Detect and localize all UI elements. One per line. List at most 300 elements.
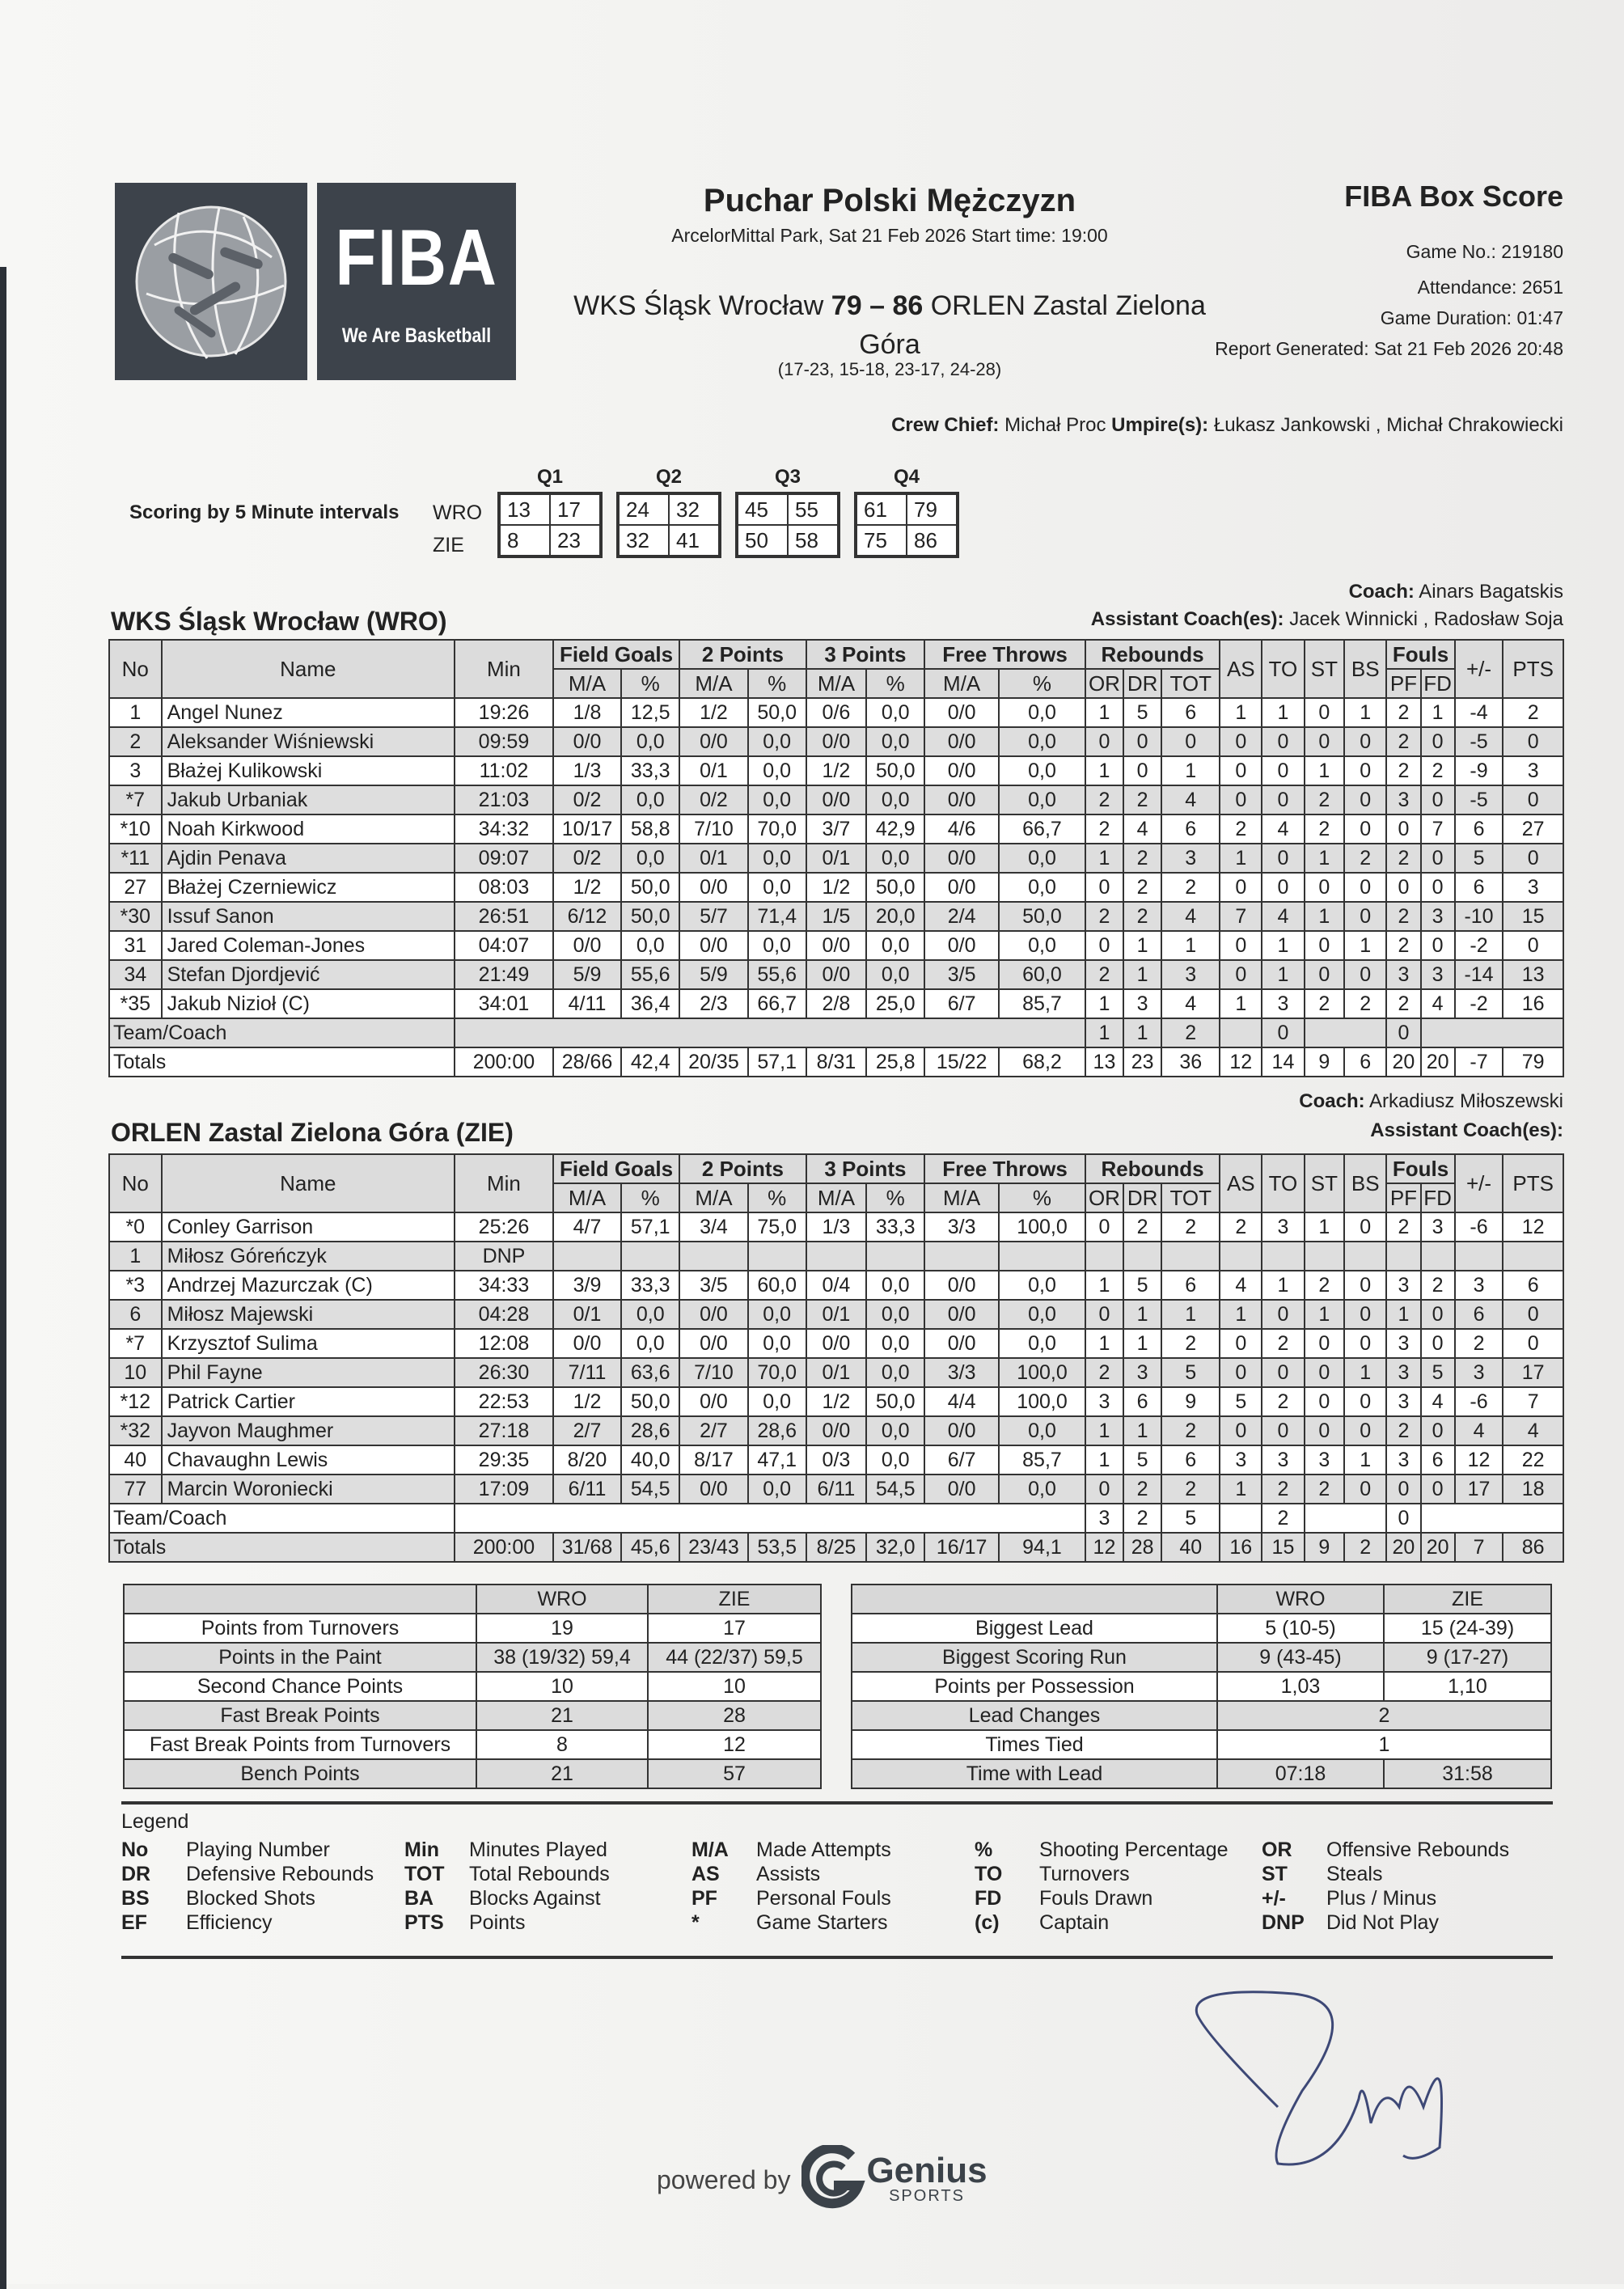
legend-abbr: EF: [121, 1911, 147, 1934]
stat-cell: 4: [1262, 814, 1304, 844]
summary-row: [124, 1643, 821, 1672]
col-header-ma: M/A: [553, 669, 621, 698]
team-coach-label: Team/Coach: [109, 1018, 455, 1047]
player-minutes: 21:49: [455, 960, 553, 989]
stat-cell: 1/5: [806, 902, 867, 931]
col-header-reb: Rebounds: [1085, 1154, 1220, 1183]
stat-cell: 12: [1455, 1445, 1503, 1475]
stat-cell: 50,0: [866, 873, 924, 902]
stat-cell: 0: [1344, 1475, 1386, 1504]
legend-entry: [975, 1862, 1229, 1886]
col-header-tot: TOT: [1161, 669, 1220, 698]
stat-cell: 1/2: [553, 873, 621, 902]
col-header-p2: 2 Points: [679, 1154, 806, 1183]
stat-cell: 5/7: [679, 902, 747, 931]
col-header-min: Min: [455, 1154, 553, 1212]
interval-quarter-q3: [735, 466, 840, 558]
legend-abbr: +/-: [1262, 1887, 1286, 1910]
stat-cell: 0,0: [748, 1475, 806, 1504]
summary-row: [124, 1614, 821, 1643]
crew-chief-label: Crew Chief:: [891, 414, 1000, 436]
divider-bottom: [121, 1956, 1553, 1959]
legend-desc: Defensive Rebounds: [186, 1863, 374, 1885]
fiba-wordmark: FIBA: [335, 213, 498, 302]
stat-cell: 8/20: [553, 1445, 621, 1475]
stat-cell: 0,0: [999, 1416, 1085, 1445]
stat-cell: 0: [1085, 931, 1123, 960]
player-minutes: 08:03: [455, 873, 553, 902]
team2-box-score-table: [108, 1153, 1564, 1563]
totals-cell: 8/31: [806, 1047, 867, 1077]
stat-cell: 50,0: [621, 1387, 679, 1416]
stat-cell: 4/4: [924, 1387, 999, 1416]
stat-cell: 50,0: [621, 902, 679, 931]
stat-cell: 3: [1386, 785, 1420, 814]
totals-cell: 14: [1262, 1047, 1304, 1077]
stat-cell: 3: [1161, 844, 1220, 873]
team-pf: 0: [1386, 1504, 1420, 1533]
stat-cell: 2: [1123, 785, 1161, 814]
team-coach-empty: [455, 1018, 1085, 1047]
totals-cell: -7: [1455, 1047, 1503, 1077]
genius-sports-logo-icon: [801, 2145, 866, 2215]
legend-entry: [691, 1886, 891, 1910]
stat-cell: 0/3: [806, 1445, 867, 1475]
stat-cell: 1: [1085, 1329, 1123, 1358]
crew-chief: Michał Proc: [1004, 414, 1106, 436]
totals-cell: 16/17: [924, 1533, 999, 1562]
stat-cell: 1: [1344, 1445, 1386, 1475]
legend-desc: Points: [469, 1911, 526, 1934]
legend-desc: Steals: [1326, 1863, 1383, 1885]
stat-cell: 2: [1220, 814, 1262, 844]
stat-cell: 0,0: [999, 1329, 1085, 1358]
stat-cell: -10: [1455, 902, 1503, 931]
stat-cell: 0: [1503, 931, 1563, 960]
stat-cell: 6/11: [806, 1475, 867, 1504]
stat-cell: 1: [1262, 960, 1304, 989]
interval-team-zie: ZIE: [433, 534, 464, 556]
legend-entry: [121, 1838, 374, 1862]
col-header-pct: %: [748, 669, 806, 698]
team-st-bs: [1305, 1504, 1387, 1533]
stat-cell: 0/0: [553, 727, 621, 756]
col-header-fouls: Fouls: [1386, 1154, 1454, 1183]
stat-cell: 7: [1503, 1387, 1563, 1416]
col-header-pm: +/-: [1455, 640, 1503, 698]
stat-cell-empty: [553, 1242, 621, 1271]
summary-value: 8: [476, 1730, 648, 1759]
col-header-pct: %: [621, 1183, 679, 1212]
stat-cell: 0: [1123, 756, 1161, 785]
team-coach-empty: [455, 1504, 1085, 1533]
stat-cell: 6: [1123, 1387, 1161, 1416]
stat-cell: 1: [1344, 698, 1386, 727]
legend-entry: [121, 1910, 374, 1935]
stat-cell: 0: [1503, 1300, 1563, 1329]
col-header-ma: M/A: [924, 669, 999, 698]
stat-cell: 2/7: [553, 1416, 621, 1445]
stat-cell: 2: [1386, 989, 1420, 1018]
stat-cell: 2: [1123, 1475, 1161, 1504]
player-row: [109, 1416, 1563, 1445]
stat-cell: 54,5: [621, 1475, 679, 1504]
team2-title: ORLEN Zastal Zielona Góra (ZIE): [111, 1118, 514, 1147]
interval-score-zie: 41: [669, 525, 719, 556]
player-minutes: 34:32: [455, 814, 553, 844]
photo-edge: [0, 267, 6, 2289]
stat-cell: 0: [1305, 931, 1345, 960]
stat-cell: 5: [1421, 1358, 1455, 1387]
stat-cell: 1: [1305, 756, 1345, 785]
stat-cell: 1: [1262, 931, 1304, 960]
col-header-pct: %: [999, 1183, 1085, 1212]
summary-value: 17: [648, 1614, 821, 1643]
team1-assistant-coaches: [1091, 608, 1563, 631]
stat-cell: 22: [1503, 1445, 1563, 1475]
stat-cell-empty: [1305, 1242, 1345, 1271]
col-header-ma: M/A: [553, 1183, 621, 1212]
stat-cell: 0: [1220, 960, 1262, 989]
stat-cell: 2: [1085, 785, 1123, 814]
player-row: [109, 1445, 1563, 1475]
player-name: Miłosz Majewski: [162, 1300, 455, 1329]
summary-value: 31:58: [1384, 1759, 1551, 1788]
interval-score-grid: [735, 492, 840, 558]
stat-cell-empty: [621, 1242, 679, 1271]
stat-cell: 3: [1085, 1387, 1123, 1416]
totals-cell: 200:00: [455, 1047, 553, 1077]
stat-cell: 0: [1386, 873, 1420, 902]
competition-title: Puchar Polski Mężczyzn: [703, 183, 1076, 218]
stat-cell-empty: [1455, 1242, 1503, 1271]
stat-cell: 0/1: [679, 844, 747, 873]
stat-cell: 50,0: [999, 902, 1085, 931]
stat-cell-empty: [1344, 1242, 1386, 1271]
stat-cell: 85,7: [999, 989, 1085, 1018]
legend-column: [975, 1838, 1229, 1935]
stat-cell: 1: [1161, 1300, 1220, 1329]
player-minutes: 04:28: [455, 1300, 553, 1329]
stat-cell: 2: [1305, 785, 1345, 814]
stat-cell: 3: [1386, 1358, 1420, 1387]
totals-cell: 12: [1085, 1533, 1123, 1562]
team1-title: WKS Śląsk Wrocław (WRO): [111, 607, 447, 636]
summary-row: [852, 1701, 1551, 1730]
team-coach-row: [109, 1018, 1563, 1047]
stat-cell: 3: [1386, 960, 1420, 989]
player-minutes: 09:59: [455, 727, 553, 756]
stat-cell: 0,0: [866, 1329, 924, 1358]
stat-cell: 0,0: [999, 873, 1085, 902]
totals-cell: 200:00: [455, 1533, 553, 1562]
stat-cell: 7: [1421, 814, 1455, 844]
stat-cell: 1/2: [806, 756, 867, 785]
stat-cell: 0/0: [553, 1329, 621, 1358]
totals-cell: 20: [1421, 1533, 1455, 1562]
legend-entry: [404, 1910, 610, 1935]
assistant-coach-label: Assistant Coach(es):: [1370, 1119, 1563, 1141]
summary-header: [124, 1585, 476, 1614]
player-name: Ajdin Penava: [162, 844, 455, 873]
coach-label: Coach:: [1299, 1090, 1365, 1112]
player-row: [109, 844, 1563, 873]
player-row: [109, 1358, 1563, 1387]
stat-cell: 0: [1344, 727, 1386, 756]
stat-cell: 2: [1161, 1212, 1220, 1242]
stat-cell: 0/0: [806, 785, 867, 814]
col-header-pct: %: [866, 669, 924, 698]
umpires-label: Umpire(s):: [1111, 414, 1209, 436]
stat-cell: 1: [1386, 1300, 1420, 1329]
stat-cell: 18: [1503, 1475, 1563, 1504]
stat-cell: 55,6: [748, 960, 806, 989]
stat-cell: 1: [1305, 844, 1345, 873]
stat-cell: 1: [1305, 1212, 1345, 1242]
summary-header-row: [852, 1585, 1551, 1614]
stat-cell: 0,0: [866, 844, 924, 873]
stat-cell: 0: [1085, 873, 1123, 902]
totals-cell: 94,1: [999, 1533, 1085, 1562]
summary-row: [852, 1614, 1551, 1643]
col-header-st: ST: [1305, 1154, 1345, 1212]
summary-value: 44 (22/37) 59,5: [648, 1643, 821, 1672]
stat-cell: 0: [1305, 1387, 1345, 1416]
umpires: Łukasz Jankowski , Michał Chrakowiecki: [1213, 414, 1563, 436]
player-row: [109, 989, 1563, 1018]
stat-cell: 50,0: [866, 756, 924, 785]
stat-cell: 5: [1123, 1445, 1161, 1475]
col-header-no: No: [109, 1154, 162, 1212]
player-name: Aleksander Wiśniewski: [162, 727, 455, 756]
stat-cell: 3: [1455, 1271, 1503, 1300]
stat-cell: 0: [1305, 1329, 1345, 1358]
stat-cell: 2: [1386, 844, 1420, 873]
player-number: 77: [109, 1475, 162, 1504]
legend-abbr: (c): [975, 1911, 1000, 1934]
stat-cell: 0,0: [748, 931, 806, 960]
stat-cell: 3: [1262, 1445, 1304, 1475]
stat-cell: 3: [1386, 1387, 1420, 1416]
period-scores: (17-23, 15-18, 23-17, 24-28): [777, 359, 1002, 379]
stat-cell: 0: [1220, 1329, 1262, 1358]
col-header-or: OR: [1085, 1183, 1123, 1212]
team-coach-row: [109, 1504, 1563, 1533]
stat-cell: 100,0: [999, 1212, 1085, 1242]
player-name: Błażej Kulikowski: [162, 756, 455, 785]
summary-row: [124, 1730, 821, 1759]
stat-cell: 0: [1305, 1416, 1345, 1445]
stat-cell: 0,0: [621, 844, 679, 873]
stat-cell: 40,0: [621, 1445, 679, 1475]
summary-value: 15 (24-39): [1384, 1614, 1551, 1643]
stat-cell: 1: [1220, 989, 1262, 1018]
summary-value: 5 (10-5): [1217, 1614, 1384, 1643]
team-as: [1220, 1504, 1262, 1533]
stat-cell: 2: [1344, 989, 1386, 1018]
interval-score-zie: 58: [788, 525, 838, 556]
player-name: Patrick Cartier: [162, 1387, 455, 1416]
legend-abbr: Min: [404, 1838, 440, 1861]
legend-abbr: M/A: [691, 1838, 729, 1861]
stat-cell: 4: [1421, 989, 1455, 1018]
stat-cell: 0/0: [806, 1416, 867, 1445]
team-tot: 2: [1161, 1018, 1220, 1047]
stat-cell: 1/8: [553, 698, 621, 727]
stat-cell: 2: [1123, 902, 1161, 931]
totals-cell: 23/43: [679, 1533, 747, 1562]
summary-row: [852, 1672, 1551, 1701]
venue-line: ArcelorMittal Park, Sat 21 Feb 2026 Start time: 19:00: [671, 225, 1108, 246]
team-pf: 0: [1386, 1018, 1420, 1047]
summary-row: [124, 1672, 821, 1701]
team-or: 3: [1085, 1504, 1123, 1533]
stat-cell: 0: [1085, 1475, 1123, 1504]
stat-cell: -14: [1455, 960, 1503, 989]
stat-cell: 0,0: [999, 785, 1085, 814]
totals-cell: 15: [1262, 1533, 1304, 1562]
player-minutes: 34:01: [455, 989, 553, 1018]
player-number: *10: [109, 814, 162, 844]
summary-row: [124, 1759, 821, 1788]
team-to: 0: [1262, 1018, 1304, 1047]
legend-entry: [975, 1910, 1229, 1935]
stat-cell: 2: [1503, 698, 1563, 727]
stat-cell: 0/0: [924, 698, 999, 727]
stat-cell: 4/7: [553, 1212, 621, 1242]
coach-label: Coach:: [1348, 581, 1415, 603]
score-dash: –: [869, 290, 885, 321]
stat-cell: 0/0: [679, 1329, 747, 1358]
summary-value: 21: [476, 1759, 648, 1788]
stat-cell: 25,0: [866, 989, 924, 1018]
player-name: Jakub Urbaniak: [162, 785, 455, 814]
stat-cell: 0: [1220, 873, 1262, 902]
attendance: Attendance: 2651: [1417, 277, 1563, 298]
stat-cell: 0/1: [806, 1358, 867, 1387]
stat-cell: 3: [1386, 1271, 1420, 1300]
interval-score-zie: 86: [907, 525, 957, 556]
stat-cell: 17: [1455, 1475, 1503, 1504]
stat-cell: 0,0: [999, 756, 1085, 785]
stat-cell: 0/0: [924, 1475, 999, 1504]
team1-coach: [1349, 581, 1563, 603]
stat-cell: 42,9: [866, 814, 924, 844]
stat-cell: 0: [1220, 756, 1262, 785]
stat-cell: 0: [1344, 1387, 1386, 1416]
stat-cell: 2: [1386, 756, 1420, 785]
fiba-logo: [317, 183, 516, 380]
stat-cell: 27: [1503, 814, 1563, 844]
stat-cell: 3/3: [924, 1358, 999, 1387]
interval-score-zie: 75: [856, 525, 907, 556]
stat-cell: 0: [1220, 931, 1262, 960]
col-header-dr: DR: [1123, 1183, 1161, 1212]
totals-cell: 42,4: [621, 1047, 679, 1077]
summary-header: WRO: [476, 1585, 648, 1614]
stat-cell-empty: [1503, 1242, 1563, 1271]
stat-cell: 2: [1262, 1387, 1304, 1416]
stat-cell: 0/0: [553, 931, 621, 960]
player-number: *7: [109, 785, 162, 814]
stat-cell: 0/1: [679, 756, 747, 785]
stat-cell: 4/11: [553, 989, 621, 1018]
basketball-icon: [130, 197, 292, 366]
stat-cell: 1: [1085, 1271, 1123, 1300]
interval-score-wro: 17: [550, 494, 600, 525]
stat-cell: 47,1: [748, 1445, 806, 1475]
stat-cell: 4/6: [924, 814, 999, 844]
stat-cell: 1: [1123, 1329, 1161, 1358]
stat-cell: 0,0: [999, 727, 1085, 756]
stat-cell: 6: [1161, 1445, 1220, 1475]
genius-sub: SPORTS: [889, 2186, 965, 2205]
legend-abbr: No: [121, 1838, 149, 1861]
stat-cell: 1: [1123, 960, 1161, 989]
legend-desc: Made Attempts: [756, 1838, 891, 1861]
player-row: [109, 1212, 1563, 1242]
legend-abbr: PTS: [404, 1911, 444, 1934]
stat-cell: 4: [1220, 1271, 1262, 1300]
stat-cell: 12,5: [621, 698, 679, 727]
stat-cell: 1/2: [806, 1387, 867, 1416]
stat-cell: 60,0: [748, 1271, 806, 1300]
legend-desc: Playing Number: [186, 1838, 330, 1861]
stat-cell: 7: [1220, 902, 1262, 931]
stat-cell: 1: [1123, 1416, 1161, 1445]
col-header-as: AS: [1220, 640, 1262, 698]
totals-cell: 53,5: [748, 1533, 806, 1562]
stat-cell: 0: [1305, 960, 1345, 989]
team1-box-score-table: [108, 639, 1564, 1077]
legend-entry: [975, 1886, 1229, 1910]
stat-cell: 0: [1344, 960, 1386, 989]
stat-cell: 0,0: [866, 727, 924, 756]
stat-cell: 0/0: [679, 931, 747, 960]
stat-cell: 70,0: [748, 1358, 806, 1387]
totals-cell: 68,2: [999, 1047, 1085, 1077]
summary-header: WRO: [1217, 1585, 1384, 1614]
totals-label: Totals: [109, 1047, 455, 1077]
team-or: 1: [1085, 1018, 1123, 1047]
stat-cell: 36,4: [621, 989, 679, 1018]
player-name: Chavaughn Lewis: [162, 1445, 455, 1475]
interval-score-wro: 32: [669, 494, 719, 525]
header-row-groups: [109, 1154, 1563, 1183]
stat-cell-empty: [1421, 1242, 1455, 1271]
stat-cell: 28,6: [621, 1416, 679, 1445]
player-row: [109, 960, 1563, 989]
totals-cell: 7: [1455, 1533, 1503, 1562]
legend-entry: [121, 1886, 374, 1910]
col-header-or: OR: [1085, 669, 1123, 698]
stat-cell: 4: [1455, 1416, 1503, 1445]
stat-cell: 8/17: [679, 1445, 747, 1475]
totals-cell: 20/35: [679, 1047, 747, 1077]
stat-cell: 6/7: [924, 1445, 999, 1475]
stat-cell: 4: [1161, 785, 1220, 814]
stat-cell: 0/2: [553, 844, 621, 873]
summary-label: Lead Changes: [852, 1701, 1217, 1730]
player-number: 1: [109, 698, 162, 727]
header-row-groups: [109, 640, 1563, 669]
stat-cell: 5/9: [553, 960, 621, 989]
stat-cell: 0,0: [999, 698, 1085, 727]
legend-entry: [691, 1910, 891, 1935]
stat-cell: 2: [1123, 1212, 1161, 1242]
stat-cell: 2/4: [924, 902, 999, 931]
stat-cell: 6/12: [553, 902, 621, 931]
